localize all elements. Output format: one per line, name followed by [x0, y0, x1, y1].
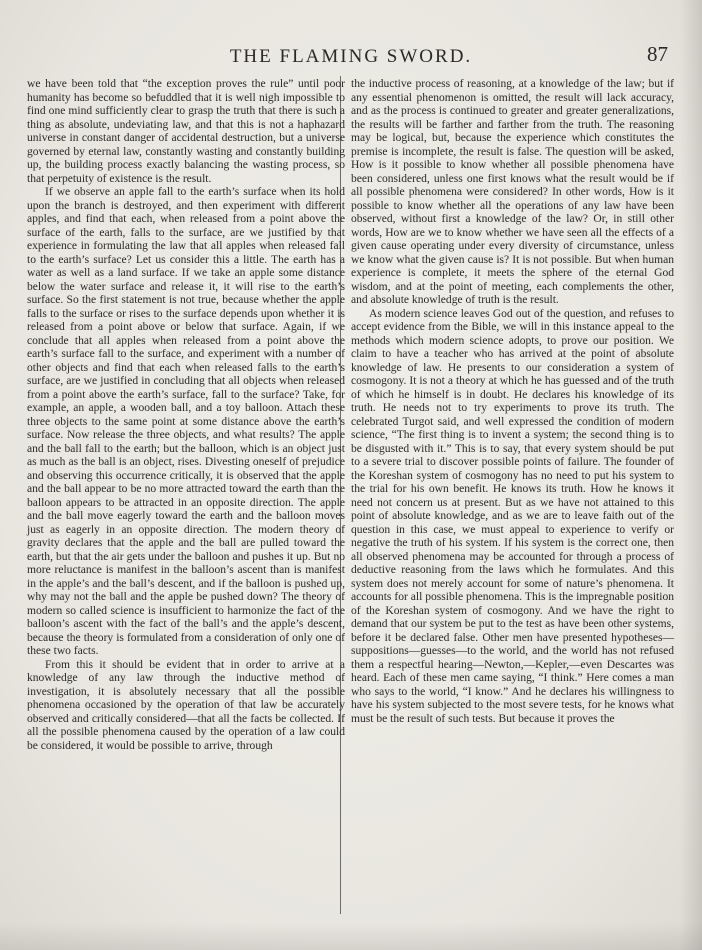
page-bottom-shadow — [0, 922, 702, 950]
page-number: 87 — [647, 42, 668, 66]
paragraph: If we observe an apple fall to the earth’s surface when its hold upon the branch is destroyed, and then experiment with different apples, and find that each, when released from a point above the surface of the earth, falls to the surface, are we justified by that experience in formulating the law that all apples when released fall to the earth’s surface? Let us consider this a little. The earth has a water as well as a land surface. If we take an apple some distance below the water surface and release it, it will rise to the earth’s surface. So the first statement is not true, because whether the apple falls to the surface or rises to the surface depends upon whether it is released from a point above or below that surface. Again, if we conclude that all apples when released from a point above the earth’s surface fall to the surface, and experiment with a number of other objects and find that each when released falls to the earth’s surface, are we justified in concluding that all objects when released from a point above the earth’s surface, fall to the surface? Take, for example, an apple, a wooden ball, and a toy balloon. Attach these three objects to the same point at some distance above the earth’s surface. Now release the three objects, and what results? The apple and the ball fall to the earth; but the balloon, which is an object just as much as the ball is an object, rises. Divesting oneself of prejudice and observing this occurrence critically, it is observed that the apple and the ball appear to be no more attracted toward the earth than the balloon appears to be attracted in an opposite direction. The apple and the ball move eagerly toward the earth and the balloon moves just as eagerly in an opposite direction. The modern theory of gravity declares that the apple and the ball are pulled toward the earth, but that the air gets under the balloon and pushes it up. But no more reluctance is manifest in the balloon’s ascent than is manifest in the apple’s and the ball’s descent, and if the balloon is pushed up, why may not the ball and the apple be pushed down? The theory of modern so called science is insufficient to harmonize the fact of the balloon’s ascent with the fact of the ball’s and the apple’s descent, because the theory is formulated from a consideration of only one of these two facts. — [27, 186, 345, 657]
paragraph: the inductive process of reasoning, at a knowledge of the law; but if any essential phenomenon is omitted, the result will lack accuracy, and as the process is continued to greater and greater generalizations, the results will be farther and farther from the truth. The reasoning may be logical, but, because the experience which constitutes the premise is incomplete, the result is false. The question will be asked, How is it possible to know whether all possible phenomena have been considered, unless one first knows what the result would be if all possible phenomena were considered? In other words, How is it possible to know whether all the operations of any law have been observed, without first a knowledge of the law? Or, in still other words, How are we to know whether we have seen all the effects of a given cause operating under every diversity of circumstance, unless we know what the given cause is? It is not possible. But when human experience is complete, it meets the sphere of the eternal God wisdom, and at the point of meeting, each complements the other, and absolute knowledge of truth is the result. — [351, 78, 674, 306]
paragraph: As modern science leaves God out of the question, and refuses to accept evidence from the Bible, we will in this instance appeal to the methods which modern science adopts, to prove our position. We claim to have a teacher who has arrived at the point of absolute knowledge of law. He presents to our consideration a system of cosmogony. It is not a theory at which he has guessed and of the truth of which he himself is in doubt. He declares his knowledge of its truth. He needs not to try experiments to prove its truth. The celebrated Turgot said, and well expressed the condition of modern science, “The first thing is to invent a system; the second thing is to be disgusted with it.” This is to say, that every system should be put to a severe trial to discover possible points of failure. The founder of the Koreshan system of cosmogony has no need to put his system to the trial for his own benefit. He knows its truth. How he knows it need not concern us at present. But as we have not attained to this point of absolute knowledge, and as we are to leave faith out of the question in this case, we must appeal to experience to verify or negative the truth of his system. If his system is the correct one, then all observed phenomena may be accounted for through a process of deductive reasoning from the laws which he formulates. And this system does not merely account for some of nature’s phenomena. It accounts for all possible phenomena. This is the impregnable position of the Koreshan system of cosmogony. And we have the right to demand that our system be put to the test as have been other systems, before it be declared false. Other men have presented hypotheses—suppositions—guesses—to the world, and the world has not refused them a respectful hearing—Newton,—Kepler,—even Descartes was heard. Each of these men came saying, “I think.” Here comes a man who says to the world, “I know.” And he declares his willingness to have his system subjected to the most severe tests, for he knows what must be the result of such tests. But because it proves the — [351, 307, 674, 725]
right-column — [351, 78, 674, 726]
paragraph: we have been told that “the exception proves the rule” until poor humanity has become so befuddled that it is well nigh impossible to find one mind sufficiently clear to grasp the truth that there is such a thing as absolute, undeviating law, and that this is not a haphazard universe in constant danger of accidental destruction, but a universe governed by eternal law, constantly wasting and constantly building up, the building process exactly balancing the wasting process, so that perpetuity of existence is the result. — [27, 78, 345, 185]
left-column — [27, 78, 345, 753]
paragraph: From this it should be evident that in order to arrive at a knowledge of any law through the inductive method of investigation, it is absolutely necessary that all the possible phenomena occasioned by the operation of that law be accurately observed and critically considered—that all the facts be collected. If all the possible phenomena caused by the operation of a law could be considered, it would be possible to arrive, through — [27, 658, 345, 752]
running-title: THE FLAMING SWORD. — [229, 46, 473, 67]
page-header — [0, 0, 702, 76]
page-edge-shadow — [680, 0, 702, 950]
